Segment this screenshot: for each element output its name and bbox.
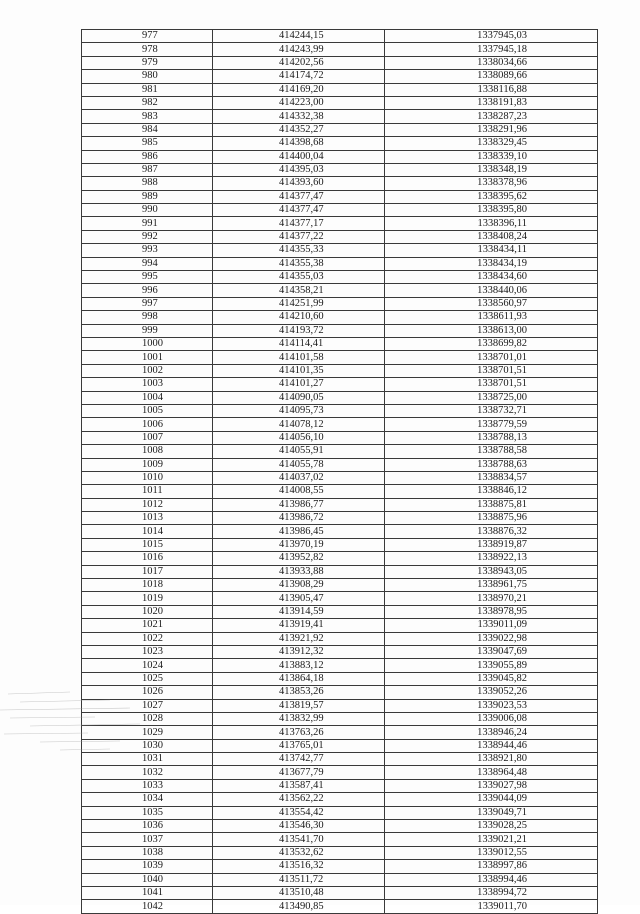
x-coordinate-cell: 413541,70	[213, 833, 385, 846]
point-number-cell: 984	[82, 123, 213, 136]
x-coordinate-cell: 413516,32	[213, 860, 385, 873]
coordinates-table	[81, 29, 598, 914]
table-row	[82, 766, 598, 779]
point-number-cell: 1028	[82, 712, 213, 725]
point-number-cell: 1037	[82, 833, 213, 846]
x-coordinate-cell: 413511,72	[213, 873, 385, 886]
y-coordinate-cell: 1339011,09	[385, 619, 598, 632]
point-number-cell: 1003	[82, 378, 213, 391]
table-row	[82, 632, 598, 645]
x-coordinate-cell: 413864,18	[213, 672, 385, 685]
table-row	[82, 30, 598, 43]
point-number-cell: 1004	[82, 391, 213, 404]
y-coordinate-cell: 1337945,03	[385, 30, 598, 43]
y-coordinate-cell: 1337945,18	[385, 43, 598, 56]
y-coordinate-cell: 1338961,75	[385, 579, 598, 592]
point-number-cell: 987	[82, 163, 213, 176]
y-coordinate-cell: 1338034,66	[385, 56, 598, 69]
y-coordinate-cell: 1338434,19	[385, 257, 598, 270]
x-coordinate-cell: 414355,33	[213, 244, 385, 257]
x-coordinate-cell: 413853,26	[213, 686, 385, 699]
table-row	[82, 418, 598, 431]
x-coordinate-cell: 413908,29	[213, 579, 385, 592]
y-coordinate-cell: 1338339,10	[385, 150, 598, 163]
point-number-cell: 990	[82, 204, 213, 217]
point-number-cell: 992	[82, 230, 213, 243]
x-coordinate-cell: 414055,78	[213, 458, 385, 471]
table-row	[82, 887, 598, 900]
point-number-cell: 1015	[82, 538, 213, 551]
point-number-cell: 1039	[82, 860, 213, 873]
point-number-cell: 1014	[82, 525, 213, 538]
y-coordinate-cell: 1338875,96	[385, 512, 598, 525]
y-coordinate-cell: 1338701,51	[385, 378, 598, 391]
table-row	[82, 123, 598, 136]
x-coordinate-cell: 414101,58	[213, 351, 385, 364]
point-number-cell: 1042	[82, 900, 213, 913]
y-coordinate-cell: 1338834,57	[385, 471, 598, 484]
x-coordinate-cell: 413763,26	[213, 726, 385, 739]
point-number-cell: 1011	[82, 485, 213, 498]
y-coordinate-cell: 1338611,93	[385, 311, 598, 324]
y-coordinate-cell: 1338287,23	[385, 110, 598, 123]
y-coordinate-cell: 1338944,46	[385, 739, 598, 752]
point-number-cell: 1007	[82, 431, 213, 444]
point-number-cell: 989	[82, 190, 213, 203]
y-coordinate-cell: 1339028,25	[385, 820, 598, 833]
point-number-cell: 1006	[82, 418, 213, 431]
x-coordinate-cell: 414377,47	[213, 204, 385, 217]
y-coordinate-cell: 1338291,96	[385, 123, 598, 136]
x-coordinate-cell: 413587,41	[213, 779, 385, 792]
x-coordinate-cell: 414377,22	[213, 230, 385, 243]
x-coordinate-cell: 413677,79	[213, 766, 385, 779]
x-coordinate-cell: 413554,42	[213, 806, 385, 819]
x-coordinate-cell: 414358,21	[213, 284, 385, 297]
table-row	[82, 659, 598, 672]
table-row	[82, 820, 598, 833]
x-coordinate-cell: 413562,22	[213, 793, 385, 806]
table-row	[82, 833, 598, 846]
table-row	[82, 739, 598, 752]
x-coordinate-cell: 413970,19	[213, 538, 385, 551]
point-number-cell: 1032	[82, 766, 213, 779]
x-coordinate-cell: 414095,73	[213, 404, 385, 417]
table-row	[82, 846, 598, 859]
table-row	[82, 96, 598, 109]
y-coordinate-cell: 1338434,60	[385, 271, 598, 284]
table-row	[82, 351, 598, 364]
x-coordinate-cell: 413765,01	[213, 739, 385, 752]
point-number-cell: 1035	[82, 806, 213, 819]
x-coordinate-cell: 414400,04	[213, 150, 385, 163]
y-coordinate-cell: 1338997,86	[385, 860, 598, 873]
table-row	[82, 297, 598, 310]
x-coordinate-cell: 413986,77	[213, 498, 385, 511]
x-coordinate-cell: 413912,32	[213, 645, 385, 658]
table-row	[82, 163, 598, 176]
y-coordinate-cell: 1338089,66	[385, 70, 598, 83]
table-row	[82, 471, 598, 484]
table-row	[82, 137, 598, 150]
table-row	[82, 324, 598, 337]
table-row	[82, 364, 598, 377]
point-number-cell: 1020	[82, 605, 213, 618]
x-coordinate-cell: 414355,03	[213, 271, 385, 284]
y-coordinate-cell: 1339049,71	[385, 806, 598, 819]
table-row	[82, 712, 598, 725]
point-number-cell: 1008	[82, 445, 213, 458]
x-coordinate-cell: 414210,60	[213, 311, 385, 324]
table-row	[82, 485, 598, 498]
table-row	[82, 686, 598, 699]
point-number-cell: 1000	[82, 337, 213, 350]
table-row	[82, 337, 598, 350]
y-coordinate-cell: 1339047,69	[385, 645, 598, 658]
x-coordinate-cell: 413986,72	[213, 512, 385, 525]
table-row	[82, 538, 598, 551]
y-coordinate-cell: 1338994,72	[385, 887, 598, 900]
y-coordinate-cell: 1339021,21	[385, 833, 598, 846]
x-coordinate-cell: 413832,99	[213, 712, 385, 725]
point-number-cell: 1016	[82, 552, 213, 565]
x-coordinate-cell: 414055,91	[213, 445, 385, 458]
point-number-cell: 1038	[82, 846, 213, 859]
x-coordinate-cell: 413883,12	[213, 659, 385, 672]
x-coordinate-cell: 414193,72	[213, 324, 385, 337]
point-number-cell: 1041	[82, 887, 213, 900]
point-number-cell: 983	[82, 110, 213, 123]
y-coordinate-cell: 1339045,82	[385, 672, 598, 685]
point-number-cell: 1012	[82, 498, 213, 511]
point-number-cell: 1023	[82, 645, 213, 658]
point-number-cell: 1024	[82, 659, 213, 672]
x-coordinate-cell: 414114,41	[213, 337, 385, 350]
table-row	[82, 217, 598, 230]
y-coordinate-cell: 1339055,89	[385, 659, 598, 672]
table-row	[82, 150, 598, 163]
table-row	[82, 512, 598, 525]
point-number-cell: 1018	[82, 579, 213, 592]
point-number-cell: 1002	[82, 364, 213, 377]
y-coordinate-cell: 1339022,98	[385, 632, 598, 645]
point-number-cell: 977	[82, 30, 213, 43]
x-coordinate-cell: 413532,62	[213, 846, 385, 859]
point-number-cell: 1005	[82, 404, 213, 417]
y-coordinate-cell: 1338779,59	[385, 418, 598, 431]
point-number-cell: 1025	[82, 672, 213, 685]
y-coordinate-cell: 1338978,95	[385, 605, 598, 618]
table-row	[82, 672, 598, 685]
table-row	[82, 699, 598, 712]
x-coordinate-cell: 413905,47	[213, 592, 385, 605]
table-row	[82, 498, 598, 511]
point-number-cell: 1010	[82, 471, 213, 484]
table-row	[82, 190, 598, 203]
table-row	[82, 391, 598, 404]
x-coordinate-cell: 414101,35	[213, 364, 385, 377]
x-coordinate-cell: 414395,03	[213, 163, 385, 176]
y-coordinate-cell: 1338440,06	[385, 284, 598, 297]
point-number-cell: 1021	[82, 619, 213, 632]
point-number-cell: 993	[82, 244, 213, 257]
table-row	[82, 244, 598, 257]
x-coordinate-cell: 414377,47	[213, 190, 385, 203]
x-coordinate-cell: 414037,02	[213, 471, 385, 484]
point-number-cell: 995	[82, 271, 213, 284]
point-number-cell: 1009	[82, 458, 213, 471]
table-row	[82, 793, 598, 806]
x-coordinate-cell: 413914,59	[213, 605, 385, 618]
table-row	[82, 860, 598, 873]
x-coordinate-cell: 413921,92	[213, 632, 385, 645]
point-number-cell: 1001	[82, 351, 213, 364]
y-coordinate-cell: 1338395,62	[385, 190, 598, 203]
table-row	[82, 565, 598, 578]
point-number-cell: 981	[82, 83, 213, 96]
x-coordinate-cell: 414056,10	[213, 431, 385, 444]
point-number-cell: 978	[82, 43, 213, 56]
table-row	[82, 204, 598, 217]
table-row	[82, 605, 598, 618]
table-row	[82, 873, 598, 886]
y-coordinate-cell: 1338846,12	[385, 485, 598, 498]
table-row	[82, 70, 598, 83]
y-coordinate-cell: 1338434,11	[385, 244, 598, 257]
x-coordinate-cell: 413933,88	[213, 565, 385, 578]
x-coordinate-cell: 414090,05	[213, 391, 385, 404]
table-row	[82, 177, 598, 190]
table-row	[82, 525, 598, 538]
table-row	[82, 404, 598, 417]
table-row	[82, 83, 598, 96]
x-coordinate-cell: 413819,57	[213, 699, 385, 712]
point-number-cell: 980	[82, 70, 213, 83]
y-coordinate-cell: 1338921,80	[385, 753, 598, 766]
point-number-cell: 1036	[82, 820, 213, 833]
x-coordinate-cell: 414251,99	[213, 297, 385, 310]
table-row	[82, 579, 598, 592]
point-number-cell: 999	[82, 324, 213, 337]
x-coordinate-cell: 414244,15	[213, 30, 385, 43]
x-coordinate-cell: 414223,00	[213, 96, 385, 109]
y-coordinate-cell: 1338329,45	[385, 137, 598, 150]
table-row	[82, 645, 598, 658]
point-number-cell: 985	[82, 137, 213, 150]
x-coordinate-cell: 414101,27	[213, 378, 385, 391]
table-row	[82, 56, 598, 69]
y-coordinate-cell: 1339012,55	[385, 846, 598, 859]
y-coordinate-cell: 1338964,48	[385, 766, 598, 779]
x-coordinate-cell: 413510,48	[213, 887, 385, 900]
y-coordinate-cell: 1338732,71	[385, 404, 598, 417]
table-row	[82, 458, 598, 471]
y-coordinate-cell: 1338699,82	[385, 337, 598, 350]
y-coordinate-cell: 1338395,80	[385, 204, 598, 217]
y-coordinate-cell: 1338116,88	[385, 83, 598, 96]
table-row	[82, 378, 598, 391]
table-row	[82, 43, 598, 56]
point-number-cell: 1017	[82, 565, 213, 578]
y-coordinate-cell: 1338378,96	[385, 177, 598, 190]
y-coordinate-cell: 1338788,63	[385, 458, 598, 471]
table-row	[82, 726, 598, 739]
x-coordinate-cell: 414398,68	[213, 137, 385, 150]
table-row	[82, 592, 598, 605]
x-coordinate-cell: 414352,27	[213, 123, 385, 136]
x-coordinate-cell: 414078,12	[213, 418, 385, 431]
x-coordinate-cell: 414377,17	[213, 217, 385, 230]
table-row	[82, 806, 598, 819]
point-number-cell: 1029	[82, 726, 213, 739]
y-coordinate-cell: 1338788,13	[385, 431, 598, 444]
point-number-cell: 1026	[82, 686, 213, 699]
table-row	[82, 110, 598, 123]
x-coordinate-cell: 413490,85	[213, 900, 385, 913]
y-coordinate-cell: 1338725,00	[385, 391, 598, 404]
y-coordinate-cell: 1338875,81	[385, 498, 598, 511]
point-number-cell: 1019	[82, 592, 213, 605]
table-row	[82, 311, 598, 324]
point-number-cell: 1013	[82, 512, 213, 525]
point-number-cell: 988	[82, 177, 213, 190]
table-row	[82, 552, 598, 565]
table-row	[82, 619, 598, 632]
x-coordinate-cell: 414393,60	[213, 177, 385, 190]
point-number-cell: 997	[82, 297, 213, 310]
y-coordinate-cell: 1339006,08	[385, 712, 598, 725]
point-number-cell: 996	[82, 284, 213, 297]
x-coordinate-cell: 413919,41	[213, 619, 385, 632]
point-number-cell: 979	[82, 56, 213, 69]
point-number-cell: 998	[82, 311, 213, 324]
y-coordinate-cell: 1338943,05	[385, 565, 598, 578]
point-number-cell: 1034	[82, 793, 213, 806]
x-coordinate-cell: 414008,55	[213, 485, 385, 498]
y-coordinate-cell: 1338970,21	[385, 592, 598, 605]
y-coordinate-cell: 1338788,58	[385, 445, 598, 458]
y-coordinate-cell: 1339052,26	[385, 686, 598, 699]
x-coordinate-cell: 414355,38	[213, 257, 385, 270]
point-number-cell: 1031	[82, 753, 213, 766]
point-number-cell: 1022	[82, 632, 213, 645]
table-row	[82, 445, 598, 458]
y-coordinate-cell: 1338919,87	[385, 538, 598, 551]
table-row	[82, 284, 598, 297]
table-row	[82, 753, 598, 766]
point-number-cell: 994	[82, 257, 213, 270]
point-number-cell: 986	[82, 150, 213, 163]
y-coordinate-cell: 1338701,51	[385, 364, 598, 377]
x-coordinate-cell: 414332,38	[213, 110, 385, 123]
y-coordinate-cell: 1338922,13	[385, 552, 598, 565]
table-row	[82, 779, 598, 792]
point-number-cell: 982	[82, 96, 213, 109]
y-coordinate-cell: 1339023,53	[385, 699, 598, 712]
coordinates-table-body	[82, 30, 598, 914]
y-coordinate-cell: 1338613,00	[385, 324, 598, 337]
table-row	[82, 900, 598, 913]
table-row	[82, 271, 598, 284]
point-number-cell: 1027	[82, 699, 213, 712]
y-coordinate-cell: 1338876,32	[385, 525, 598, 538]
table-row	[82, 257, 598, 270]
x-coordinate-cell: 413742,77	[213, 753, 385, 766]
y-coordinate-cell: 1338560,97	[385, 297, 598, 310]
y-coordinate-cell: 1338701,01	[385, 351, 598, 364]
x-coordinate-cell: 413546,30	[213, 820, 385, 833]
y-coordinate-cell: 1338191,83	[385, 96, 598, 109]
point-number-cell: 1040	[82, 873, 213, 886]
table-row	[82, 230, 598, 243]
x-coordinate-cell: 414202,56	[213, 56, 385, 69]
y-coordinate-cell: 1338396,11	[385, 217, 598, 230]
point-number-cell: 1033	[82, 779, 213, 792]
y-coordinate-cell: 1338408,24	[385, 230, 598, 243]
y-coordinate-cell: 1338946,24	[385, 726, 598, 739]
point-number-cell: 991	[82, 217, 213, 230]
y-coordinate-cell: 1338348,19	[385, 163, 598, 176]
x-coordinate-cell: 413952,82	[213, 552, 385, 565]
y-coordinate-cell: 1339027,98	[385, 779, 598, 792]
y-coordinate-cell: 1339011,70	[385, 900, 598, 913]
x-coordinate-cell: 413986,45	[213, 525, 385, 538]
table-row	[82, 431, 598, 444]
x-coordinate-cell: 414174,72	[213, 70, 385, 83]
y-coordinate-cell: 1338994,46	[385, 873, 598, 886]
x-coordinate-cell: 414169,20	[213, 83, 385, 96]
point-number-cell: 1030	[82, 739, 213, 752]
y-coordinate-cell: 1339044,09	[385, 793, 598, 806]
x-coordinate-cell: 414243,99	[213, 43, 385, 56]
